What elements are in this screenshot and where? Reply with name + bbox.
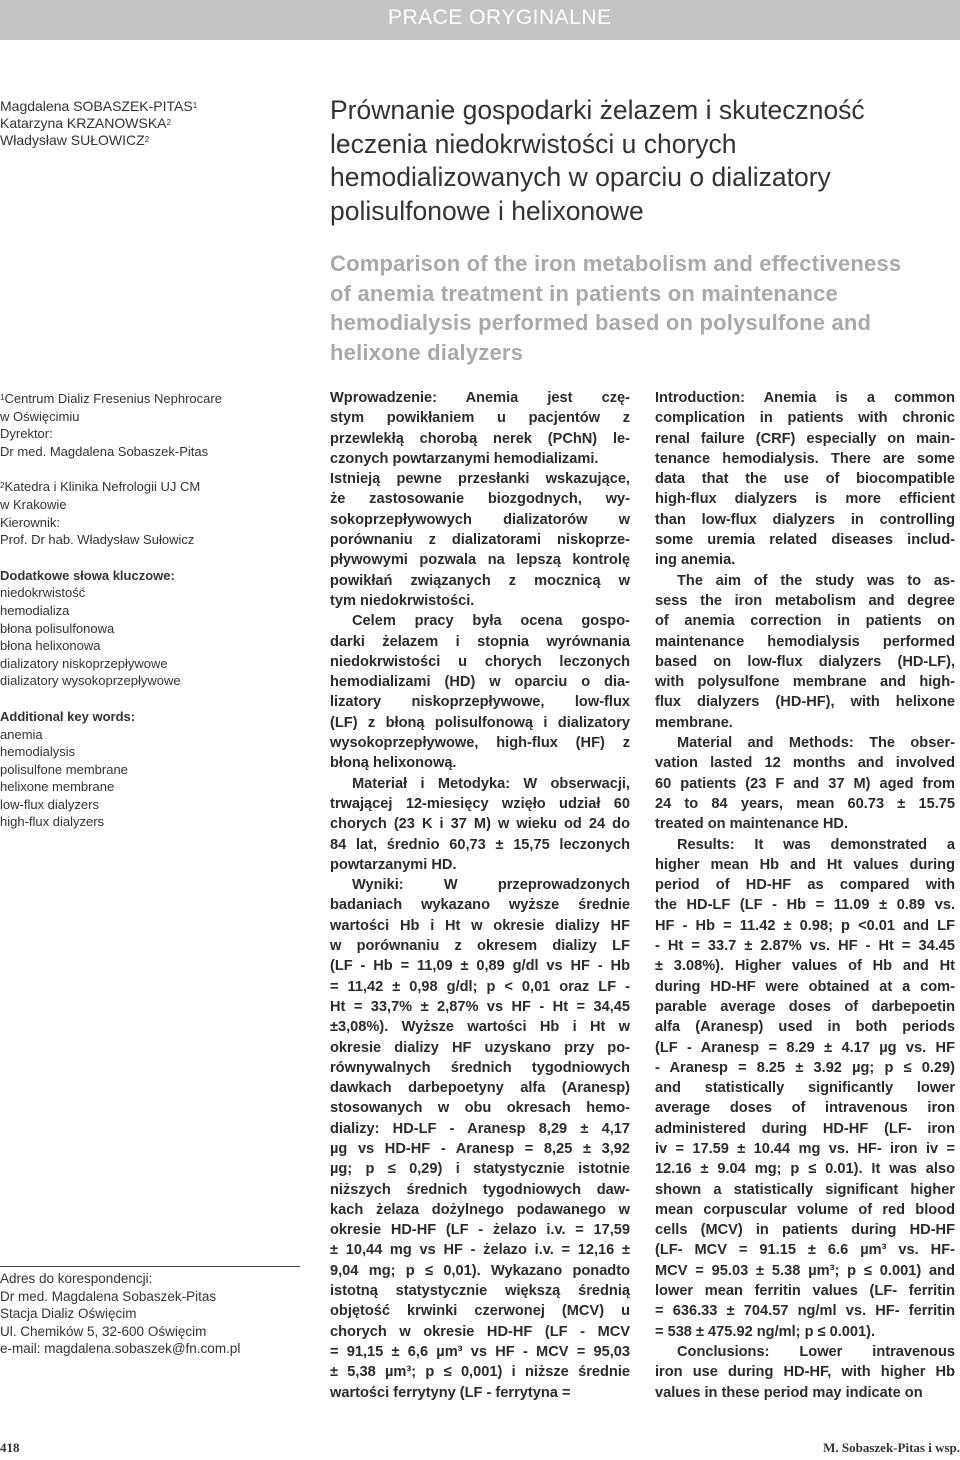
abstract-line: data that the use of biocompatible	[655, 471, 955, 488]
abstract-line: Conclusions: Lower intravenous	[677, 1343, 955, 1360]
abstract-line: 60 patients (23 F and 37 M) aged from	[655, 775, 955, 792]
abstract-line: 24 to 84 years, mean 60.73 ± 15.75	[655, 795, 955, 812]
abstract-line: błoną helixonową.	[330, 755, 457, 772]
page-number: 418	[0, 1440, 20, 1455]
abstract-line: okresie dializy HF uzyskano przy po-	[330, 1039, 630, 1056]
abstract-line: tym niedokrwistości.	[330, 592, 475, 609]
abstract-line: iv = 17.59 ± 10.44 mg vs. HF- iron iv =	[655, 1140, 955, 1157]
abstract-line: Materiał i Metodyka: W obserwacji,	[352, 775, 630, 792]
abstract-line: Celem pracy była ocena gospo-	[352, 613, 630, 630]
keyword: dializatory niskoprzepływowe	[0, 655, 168, 671]
abstract-line: some uremia related diseases includ-	[655, 532, 955, 549]
abstract-line: and statistically significantly lower	[655, 1080, 955, 1097]
abstract-line: ± 3.08%). Higher values of Hb and Ht	[655, 958, 955, 975]
abstract-line: lower mean ferritin values (LF- ferritin	[655, 1283, 955, 1300]
abstract-line: badaniach wykazano wyższe średnie	[330, 897, 630, 914]
affiliation-line: Kierownik:	[0, 514, 60, 530]
abstract-line: powikłań związanych z mocznicą w	[330, 572, 630, 589]
affiliation-line: Prof. Dr hab. Władysław Sułowicz	[0, 532, 195, 548]
keyword: hemodializa	[0, 602, 70, 618]
abstract-line: niższych średnich tygodniowych daw-	[330, 1181, 630, 1198]
author-list	[0, 98, 300, 149]
abstract-line: hemodializami (HD) w oparciu o dia-	[330, 674, 630, 691]
abstract-line: chorych (23 K i 37 M) w wieku od 24 do	[330, 816, 630, 833]
abstract-line: że zastosowanie biozgodnych, wy-	[330, 491, 630, 508]
keyword: hemodialysis	[0, 744, 76, 760]
affiliation-line: Dr med. Magdalena Sobaszek-Pitas	[0, 443, 209, 459]
affiliation-line: $^2$Katedra i Klinika Nefrologii UJ CM	[0, 479, 201, 495]
abstract-en	[655, 388, 955, 1403]
abstract-line: flux dialyzers (HD-HF), with helixone	[655, 694, 955, 711]
abstract-line: parable average doses of darbepoetin	[655, 998, 955, 1015]
correspondence-block	[0, 1270, 300, 1358]
abstract-line: stym powikłaniem u pacjentów z	[330, 410, 630, 427]
abstract-line: ± 5,38 µm³; p ≤ 0,001) i niższe średnie	[330, 1364, 630, 1381]
abstract-line: - Ht = 33.7 ± 2.87% vs. HF - Ht = 34.45	[655, 938, 955, 955]
abstract-line: = 636.33 ± 704.57 ng/ml vs. HF- ferritin	[655, 1303, 955, 1320]
abstract-line: czonych powtarzanymi hemodializami.	[330, 450, 599, 467]
abstract-line: the HD-LF (LF - Hb = 11.09 ± 0.89 vs.	[655, 897, 955, 914]
abstract-line: - Aranesp = 8.25 ± 3.92 µg; p ≤ 0.29)	[655, 1059, 955, 1076]
running-citation: M. Sobaszek-Pitas i wsp.	[823, 1440, 960, 1455]
title-line: polisulfonowe i helixonowe	[330, 195, 644, 226]
title-line: Comparison of the iron metabolism and effectiveness	[330, 251, 902, 276]
title-line: helixone dialyzers	[330, 340, 524, 366]
abstract-line: (LF - Aranesp = 8.29 ± 4.17 µg vs. HF	[655, 1039, 955, 1056]
abstract-line: shown a statistically significant higher	[655, 1181, 955, 1198]
abstract-line: istotną statystycznie większą średnią	[330, 1283, 630, 1300]
keyword: niedokrwistość	[0, 585, 86, 601]
abstract-line: tenance hemodialysis. There are some	[655, 450, 955, 467]
article-title-en	[330, 249, 960, 368]
abstract-line: lizatory niskoprzepływowe, low-flux	[330, 694, 630, 711]
abstract-line: okresie HD-HF (LF - żelazo i.v. = 17,59	[330, 1222, 630, 1239]
abstract-line: (LF- MCV = 91.15 ± 6.6 µm³ vs. HF-	[655, 1242, 955, 1259]
correspondence-line: Dr med. Magdalena Sobaszek-Pitas	[0, 1288, 217, 1304]
abstract-line: Introduction: Anemia is a common	[655, 390, 955, 406]
abstract-line: complication in patients with chronic	[655, 410, 955, 427]
abstract-line: Ht = 33,7% ± 2,87% vs HF - Ht = 34,45	[330, 998, 630, 1015]
abstract-line: Istnieją pewne przesłanki wskazujące,	[330, 471, 630, 488]
keyword: błona helixonowa	[0, 638, 101, 654]
abstract-line: = 91,15 ± 6,6 µm³ vs HF - MCV = 95,03	[330, 1343, 630, 1360]
author: Władysław SUŁOWICZ$^2$	[0, 132, 150, 148]
correspondence-line: Adres do korespondencji:	[0, 1271, 153, 1286]
keyword: dializatory wysokoprzepływowe	[0, 673, 181, 689]
author: Magdalena SOBASZEK-PITAS$^1$	[0, 98, 198, 114]
abstract-line: ing anemia.	[655, 552, 736, 569]
abstract-line: stosowanych w obu okresach hemo-	[330, 1100, 630, 1117]
abstract-line: maintenance hemodialysis performed	[655, 633, 955, 650]
keywords-heading-en: Additional key words:	[0, 708, 136, 724]
section-banner	[0, 0, 960, 40]
abstract-line: ± 10,44 mg vs HF - żelazo i.v. = 12,16 ±	[330, 1242, 630, 1259]
abstract-line: równywalnych średnich tygodniowych	[330, 1059, 630, 1076]
abstract-line: MCV = 95.03 ± 5.38 µm³; p ≤ 0.001) and	[655, 1262, 955, 1279]
abstract-line: = 11,42 ± 0,98 g/dl; p < 0,01 oraz LF -	[330, 978, 630, 995]
sidebar-info	[0, 390, 300, 831]
keyword: błona polisulfonowa	[0, 620, 115, 636]
abstract-line: trwającej 12-miesięcy wzięło udział 60	[330, 795, 630, 812]
abstract-line: 12.16 ± 9.04 mg; p ≤ 0.01). It was also	[655, 1161, 955, 1178]
abstract-line: sess the iron metabolism and degree	[655, 592, 955, 609]
abstract-line: w porównaniu z okresem dializy LF	[330, 938, 630, 955]
section-title: PRACE ORYGINALNE	[388, 6, 612, 29]
abstract-line: dializy: HD-LF - Aranesp 8,29 ± 4,17	[330, 1120, 630, 1137]
abstract-line: The aim of the study was to as-	[677, 572, 955, 589]
abstract-line: sokoprzepływowych dializatorów w	[330, 511, 630, 528]
abstract-line: HF - Hb = 11.42 ± 0.98; p <0.01 and LF	[655, 917, 955, 934]
abstract-line: przewlekłą chorobą nerek (PChN) le-	[330, 430, 630, 447]
abstract-line: high-flux dialyzers is more efficient	[655, 491, 955, 508]
abstract-line: renal failure (CRF) especially on main-	[655, 430, 955, 447]
abstract-line: pływowymi pozwala na lepszą kontrolę	[330, 552, 630, 569]
keyword: anemia	[0, 726, 43, 742]
affiliation-line: $^1$Centrum Dializ Fresenius Nephrocare	[0, 391, 222, 406]
abstract-pl	[330, 388, 630, 1403]
correspondence-line: Stacja Dializ Oświęcim	[0, 1306, 137, 1322]
abstract-line: porównaniu z dializatorami niskoprze-	[330, 532, 630, 549]
abstract-line: Wprowadzenie: Anemia jest czę-	[330, 390, 630, 406]
abstract-line: based on low-flux dialyzers (HD-LF),	[655, 653, 955, 670]
email-link[interactable]: e-mail: magdalena.sobaszek@fn.com.pl	[0, 1341, 241, 1357]
abstract-line: chorych w okresie HD-HF (LF - MCV	[330, 1323, 630, 1340]
keyword: polisulfone membrane	[0, 761, 128, 777]
abstract-line: powtarzanymi HD.	[330, 856, 457, 873]
divider	[0, 1266, 300, 1267]
keyword: helixone membrane	[0, 779, 115, 795]
title-line: leczenia niedokrwistości u chorych	[330, 128, 737, 159]
abstract-line: membrane.	[655, 714, 733, 731]
abstract-line: administered during HD-HF (LF- iron	[655, 1120, 955, 1137]
abstract-line: average doses of intravenous iron	[655, 1100, 955, 1117]
article-title-pl	[330, 94, 960, 228]
abstract-line: iron use during HD-HF, with higher Hb	[655, 1364, 955, 1381]
correspondence-line: Ul. Chemików 5, 32-600 Oświęcim	[0, 1323, 207, 1339]
abstract-line: µg vs HD-HF - Aranesp = 8,25 ± 3,92	[330, 1140, 630, 1157]
abstract-line: treated on maintenance HD.	[655, 816, 849, 833]
abstract-line: wartości ferrytyny (LF - ferrytyna =	[330, 1384, 571, 1401]
abstract-line: ±3,08%). Wyższe wartości Hb i Ht w	[330, 1019, 630, 1036]
abstract-line: Results: It was demonstrated a	[677, 836, 955, 853]
keyword: low-flux dialyzers	[0, 796, 99, 812]
keyword: high-flux dialyzers	[0, 814, 105, 830]
title-line: hemodializowanych w oparciu o dializatory	[330, 162, 831, 192]
abstract-line: cells (MCV) in patients during HD-HF	[655, 1222, 955, 1239]
abstract-line: wysokoprzepływowe, high-flux (HF) z	[330, 735, 630, 752]
abstract-line: kach żelaza dożylnego podawanego w	[330, 1201, 630, 1218]
abstract-line: with polysulfone membrane and high-	[655, 674, 955, 691]
abstract-line: dawkach darbepoetyny alfa (Aranesp)	[330, 1080, 630, 1097]
abstract-line: period of HD-HF as compared with	[655, 877, 955, 894]
abstract-line: higher mean Hb and Ht values during	[655, 856, 955, 873]
abstract-line: niedokrwistości u chorych leczonych	[330, 653, 630, 670]
abstract-line: mean corpuscular volume of red blood	[655, 1201, 955, 1218]
keywords-heading-pl: Dodatkowe słowa kluczowe:	[0, 567, 175, 583]
affiliation-line: w Krakowie	[0, 496, 67, 512]
title-line: hemodialysis performed based on polysulfone and	[330, 310, 872, 336]
abstract-line: values in these period may indicate on	[655, 1384, 923, 1401]
abstract-line: wartości Hb i Ht w okresie dializy HF	[330, 917, 630, 934]
abstract-line: alfa (Aranesp) used in both periods	[655, 1019, 955, 1036]
abstract-line: µg; p ≤ 0,29) i statystycznie istotnie	[330, 1161, 630, 1178]
affiliation-line: Dyrektor:	[0, 426, 53, 442]
abstract-line: (LF - Hb = 11,09 ± 0,89 g/dl vs HF - Hb	[330, 958, 630, 975]
abstract-line: during HD-HF were obtained at a com-	[655, 978, 955, 995]
abstract-line: than low-flux dialyzers in controlling	[655, 511, 955, 528]
author: Katarzyna KRZANOWSKA$^2$	[0, 115, 171, 131]
title-line: Prównanie gospodarki żelazem i skuteczność	[330, 95, 865, 125]
affiliation-line: w Oświęcimiu	[0, 408, 80, 424]
abstract-line: 9,04 mg; p ≤ 0,01). Wykazano ponadto	[330, 1262, 630, 1279]
abstract-line: Material and Methods: The obser-	[677, 735, 955, 752]
abstract-line: = 538 ± 475.92 ng/ml; p ≤ 0.001).	[655, 1323, 876, 1340]
abstract-line: objętość krwinki czerwonej (MCV) u	[330, 1303, 630, 1320]
abstract-line: vation lasted 12 months and involved	[655, 755, 955, 772]
abstract-line: Wyniki: W przeprowadzonych	[352, 877, 630, 894]
abstract-line: of anemia correction in patients on	[655, 613, 955, 630]
abstract-line: 84 lat, średnio 60,73 ± 15,75 leczonych	[330, 836, 630, 853]
abstract-line: (LF) z błoną polisulfonową i dializatory	[330, 714, 630, 731]
abstract-line: darki żelazem i stopnia wyrównania	[330, 633, 630, 650]
title-line: of anemia treatment in patients on maintenance	[330, 280, 838, 306]
